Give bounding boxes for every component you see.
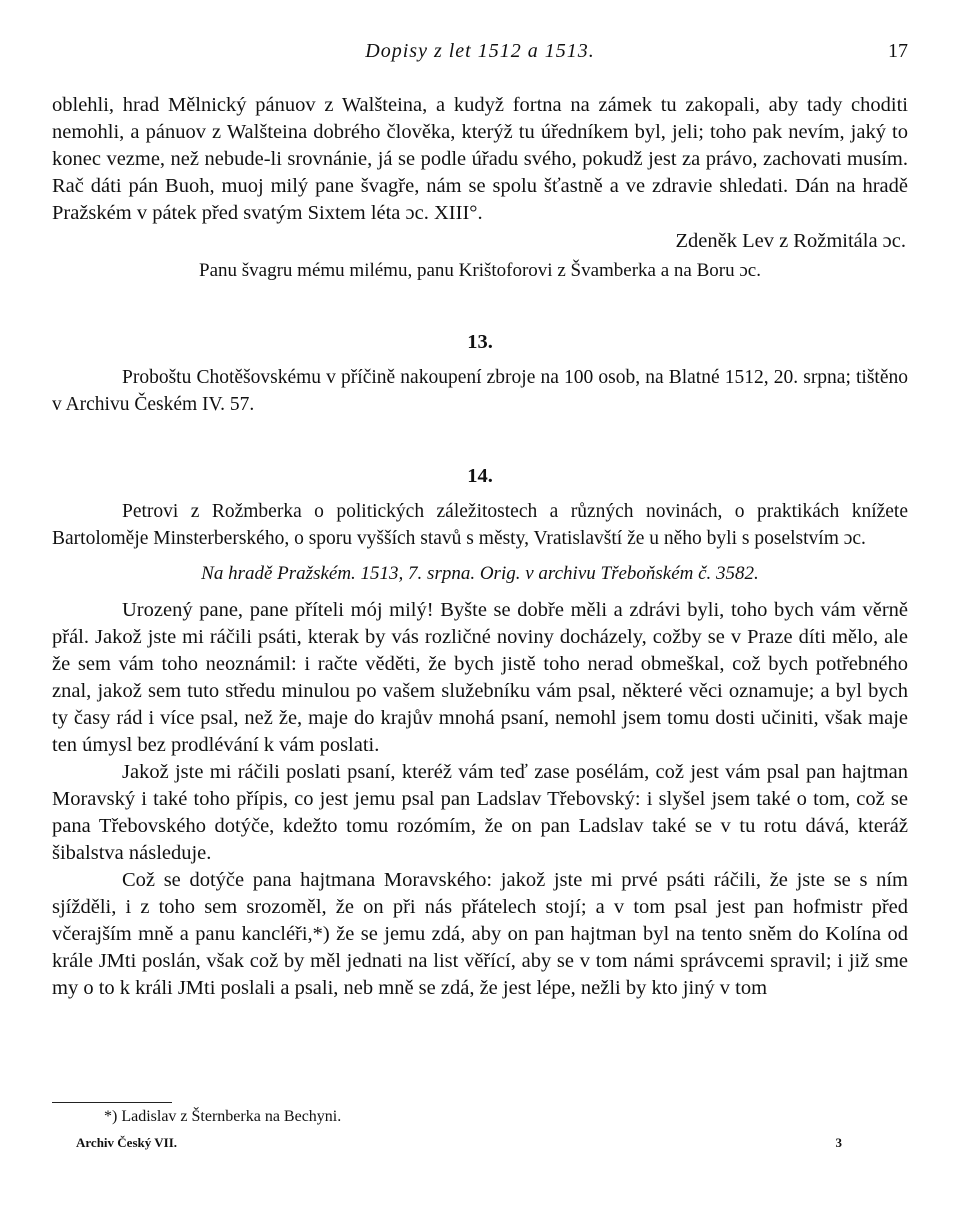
page-number: 17 — [888, 40, 908, 62]
page — [52, 0, 908, 1208]
document-source: Na hradě Pražském. 1513, 7. srpna. Orig. v archivu Třeboňském č. 3582. — [201, 563, 759, 584]
footnote: *) Ladislav z Šternberka na Bechyni. — [104, 1108, 342, 1125]
document-abstract: Proboštu Chotěšovskému v příčině nakoupení zbroje na 100 osob, na Blatné 1512, 20. srpna; tištěno v Archivu Českém IV. 57. — [52, 367, 908, 415]
letter-paragraph: Což se dotýče pana hajtmana Moravského: jakož jste mi prvé psáti ráčili, že jste se s ním sjížděli, i z toho sem srozoměl, že on při nás přátelech stojí; a v tom psal jest pan hofmistr před včerajším mně a panu kancléři,*) že se jemu zdá, aby on pan hajtman byl na tento sněm do Kolína od krále JMti poslán, však což by měl jednati na list věřící, aby se v tom námi správcemi spravil; i již sme my o to k králi JMti poslali a psali, neb mně se zdá, že jest lépe, nežli by kto jiný v tom — [52, 869, 908, 999]
document-abstract: Petrovi z Rožmberka o politických záležitostech a různých novinách, o praktikách knížete Bartoloměje Minsterberského, o sporu vyšších stavů s městy, Vratislavští že u něho byli s poselstvím ɔc. — [52, 501, 908, 549]
document-number: 13. — [467, 331, 493, 353]
running-title: Dopisy z let 1512 a 1513. — [365, 40, 595, 62]
letter-text — [52, 597, 908, 1002]
footnote-divider — [52, 1102, 172, 1103]
continuation-paragraph: oblehli, hrad Mělnický pánuov z Walšteina, a kudyž fortna na zámek tu zakopali, aby tady choditi nemohli, a pánuov z Walšteina dobrého člověka, kterýž tu úředníkem byl, jeli; toho pak nevím, jaký to konec vezme, než nebude-li srovnánie, já se podle úřadu svého, pokudž jest za právo, zachovati musím. Rač dáti pán Buoh, muoj milý pane švagře, nám se spolu šťastně a ve zdravie shledati. Dán na hradě Pražském v pátek před svatým Sixtem léta ɔc. XIII°. — [52, 94, 908, 224]
letter-paragraph: Jakož jste mi ráčili poslati psaní, kteréž vám teď zase posélám, což jest vám psal pan hajtman Moravský i také toho přípis, co jest jemu psal pan Ladslav Třebovský: i slyšel jsem také o tom, což se pana Třebovského dotýče, kdežto tomu rozómím, že on pan Ladslav také se v tu rotu dává, kteráž šibalstva následuje. — [52, 761, 908, 864]
letter-address: Panu švagru mému milému, panu Krištoforovi z Švamberka a na Boru ɔc. — [199, 260, 761, 281]
letter-paragraph: Urozený pane, pane příteli mój milý! Byšte se dobře měli a zdrávi byli, toho bych vám věrně přál. Jakož jste mi ráčili psáti, kterak by vás rozličné noviny docházely, cožby se v Praze díti mělo, ale že sem vám toho neoznámil: i račte věděti, že bych jistě toho nerad obmeškal, což bych potřebného znal, jakož sem tuto středu minulou po vašem služebníku vám psal, některé věci oznamuje; a byl bych ty časy rád i více psal, než že, maje do krajův mnohá psaní, nemohl jsem tomu dosti učiniti, však maje ten úmysl bez prodlévání k vám poslati. — [52, 599, 908, 756]
printer-signature-mark: Archiv Český VII. — [76, 1135, 178, 1150]
page-header — [52, 40, 908, 70]
sheet-number: 3 — [835, 1135, 842, 1150]
document-number: 14. — [467, 465, 493, 487]
body-text — [52, 92, 908, 1002]
letter-signature: Zdeněk Lev z Rožmitála ɔc. — [675, 230, 906, 252]
